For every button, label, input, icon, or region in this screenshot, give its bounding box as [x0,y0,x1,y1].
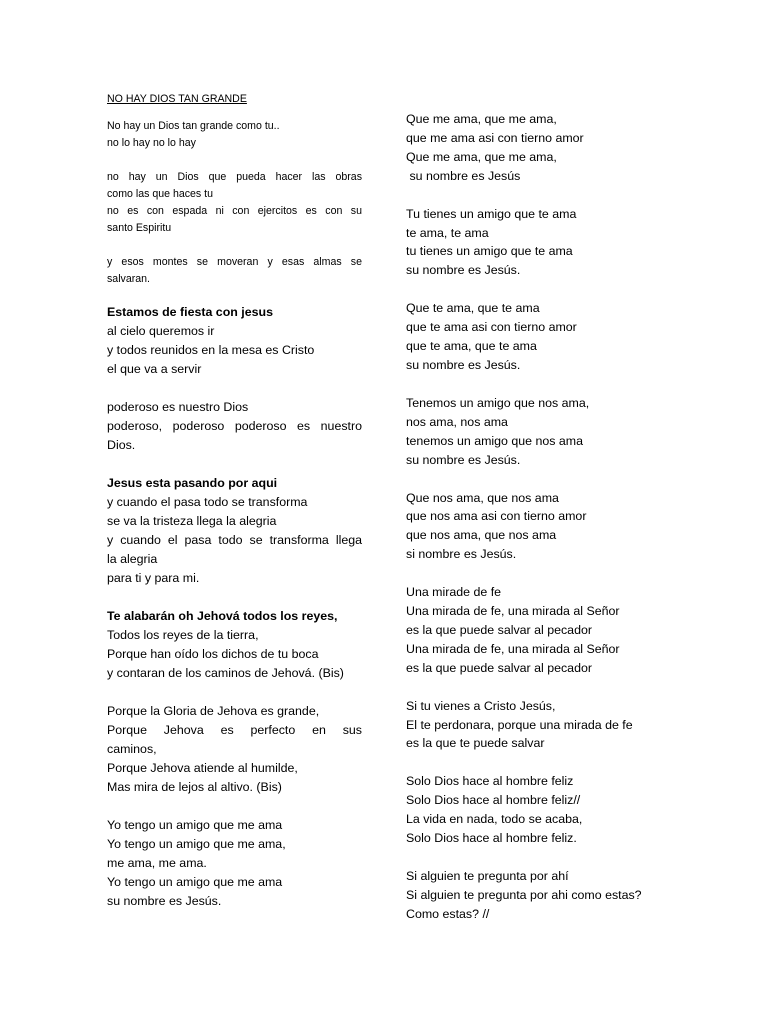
stanza-alabaran [107,607,362,683]
lyric-line: la alegria [107,552,158,566]
lyric-line: Dios. [107,438,136,452]
lyric-line: Yo tengo un amigo que me ama, [107,837,286,851]
lyric-line: Solo Dios hace al hombre feliz [406,774,574,789]
lyric-line: al cielo queremos ir [107,324,215,338]
lyric-line: es la que puede salvar al pecador [406,622,592,637]
stanza-me-ama [406,110,668,186]
lyric-line: Que te ama, que te ama [406,301,540,316]
stanza-amigo [107,816,362,911]
stanza-intro [107,118,362,288]
stanza-heading: Te alabarán oh Jehová todos los reyes, [107,609,338,623]
lyric-line: si nombre es Jesús. [406,547,517,562]
stanza-te-ama [406,205,668,281]
stanza-solo-dios [406,772,668,848]
stanza-que-te-ama [406,299,668,375]
stanza-pregunta [406,867,668,924]
lyric-line: para ti y para mi. [107,571,200,585]
lyric-line: tu tienes un amigo que te ama [406,244,573,259]
lyric-line: como las que haces tu [107,188,213,200]
lyric-line: santo Espiritu [107,222,172,234]
lyric-line: Si alguien te pregunta por ahí [406,869,569,883]
lyric-line: Como estas? // [406,906,490,921]
lyric-line: que nos ama, que nos ama [406,528,557,543]
lyric-line: Yo tengo un amigo que me ama [107,818,283,832]
lyric-line: y esos montes se moveran y esas almas se [107,256,362,268]
stanza-gloria [107,702,362,797]
stanza-pasando [107,474,362,588]
lyric-line: Que nos ama, que nos ama [406,490,559,505]
lyric-line: y cuando el pasa todo se transforma [107,495,308,509]
lyric-line: poderoso es nuestro Dios [107,400,249,414]
lyric-line: Solo Dios hace al hombre feliz// [406,793,581,808]
lyric-line: su nombre es Jesús. [406,357,521,372]
lyric-line: La vida en nada, todo se acaba, [406,812,583,827]
stanza-heading: Jesus esta pasando por aqui [107,476,278,490]
lyric-line: No hay un Dios tan grande como tu.. [107,120,280,132]
lyric-line: Que me ama, que me ama, [406,112,557,126]
lyric-line: Que me ama, que me ama, [406,149,557,164]
lyric-line: nos ama, nos ama [406,414,508,429]
lyric-line: y cuando el pasa todo se transforma llega [107,533,362,547]
lyric-line: Yo tengo un amigo que me ama [107,875,283,889]
lyric-line: Tenemos un amigo que nos ama, [406,395,590,410]
lyric-line: su nombre es Jesús. [107,894,222,908]
lyric-line: Tu tienes un amigo que te ama [406,206,577,221]
lyric-line: Mas mira de lejos al altivo. (Bis) [107,780,282,794]
lyric-line: que te ama, que te ama [406,339,537,354]
stanza-fiesta [107,303,362,379]
right-column [406,110,668,924]
lyric-line: su nombre es Jesús. [406,263,521,278]
lyric-line: Solo Dios hace al hombre feliz. [406,831,577,846]
stanza-que-nos-ama [406,489,668,565]
lyric-line: Si tu vienes a Cristo Jesús, [406,698,556,713]
lyric-line: se va la tristeza llega la alegria [107,514,277,528]
stanza-heading: Estamos de fiesta con jesus [107,305,273,319]
lyric-line: no lo hay no lo hay [107,137,196,149]
lyric-line: Si alguien te pregunta por ahi como estas? [406,887,642,902]
lyric-line: y todos reunidos en la mesa es Cristo [107,343,315,357]
lyric-line: te ama, te ama [406,225,489,240]
stanza-cristo-jesus [406,697,668,754]
lyric-line: Una mirade de fe [406,585,502,600]
lyric-line: su nombre es Jesús. [406,452,521,467]
lyric-line: es la que puede salvar al pecador [406,660,592,675]
lyric-line: Todos los reyes de la tierra, [107,628,259,642]
lyric-line: que te ama asi con tierno amor [406,320,577,335]
lyric-line: Porque Jehova es perfecto en sus [107,723,362,737]
lyric-line: el que va a servir [107,362,202,376]
stanza-nos-ama [406,394,668,470]
left-column [107,91,362,911]
lyric-line: y contaran de los caminos de Jehová. (Bis) [107,666,344,680]
stanza-poderoso [107,398,362,455]
lyric-line: poderoso, poderoso poderoso es nuestro [107,419,362,433]
lyric-line: me ama, me ama. [107,856,207,870]
lyric-line: no es con espada ni con ejercitos es con su [107,205,362,217]
lyric-line: su nombre es Jesús [406,168,521,183]
lyric-line: El te perdonara, porque una mirada de fe [406,717,633,732]
lyric-line: Porque Jehova atiende al humilde, [107,761,298,775]
lyric-line: Porque han oído los dichos de tu boca [107,647,319,661]
lyric-line: tenemos un amigo que nos ama [406,433,584,448]
lyric-line: Una mirada de fe, una mirada al Señor [406,604,620,619]
lyric-line: es la que te puede salvar [406,736,545,751]
song-title: NO HAY DIOS TAN GRANDE [107,93,247,105]
lyric-line: que me ama asi con tierno amor [406,130,584,145]
lyric-line: no hay un Dios que pueda hacer las obras [107,171,362,183]
lyric-line: Porque la Gloria de Jehova es grande, [107,704,320,718]
lyric-line: salvaran. [107,273,150,285]
lyric-line: caminos, [107,742,157,756]
lyric-line: que nos ama asi con tierno amor [406,509,587,524]
stanza-mirada [406,583,668,678]
lyric-line: Una mirada de fe, una mirada al Señor [406,641,620,656]
